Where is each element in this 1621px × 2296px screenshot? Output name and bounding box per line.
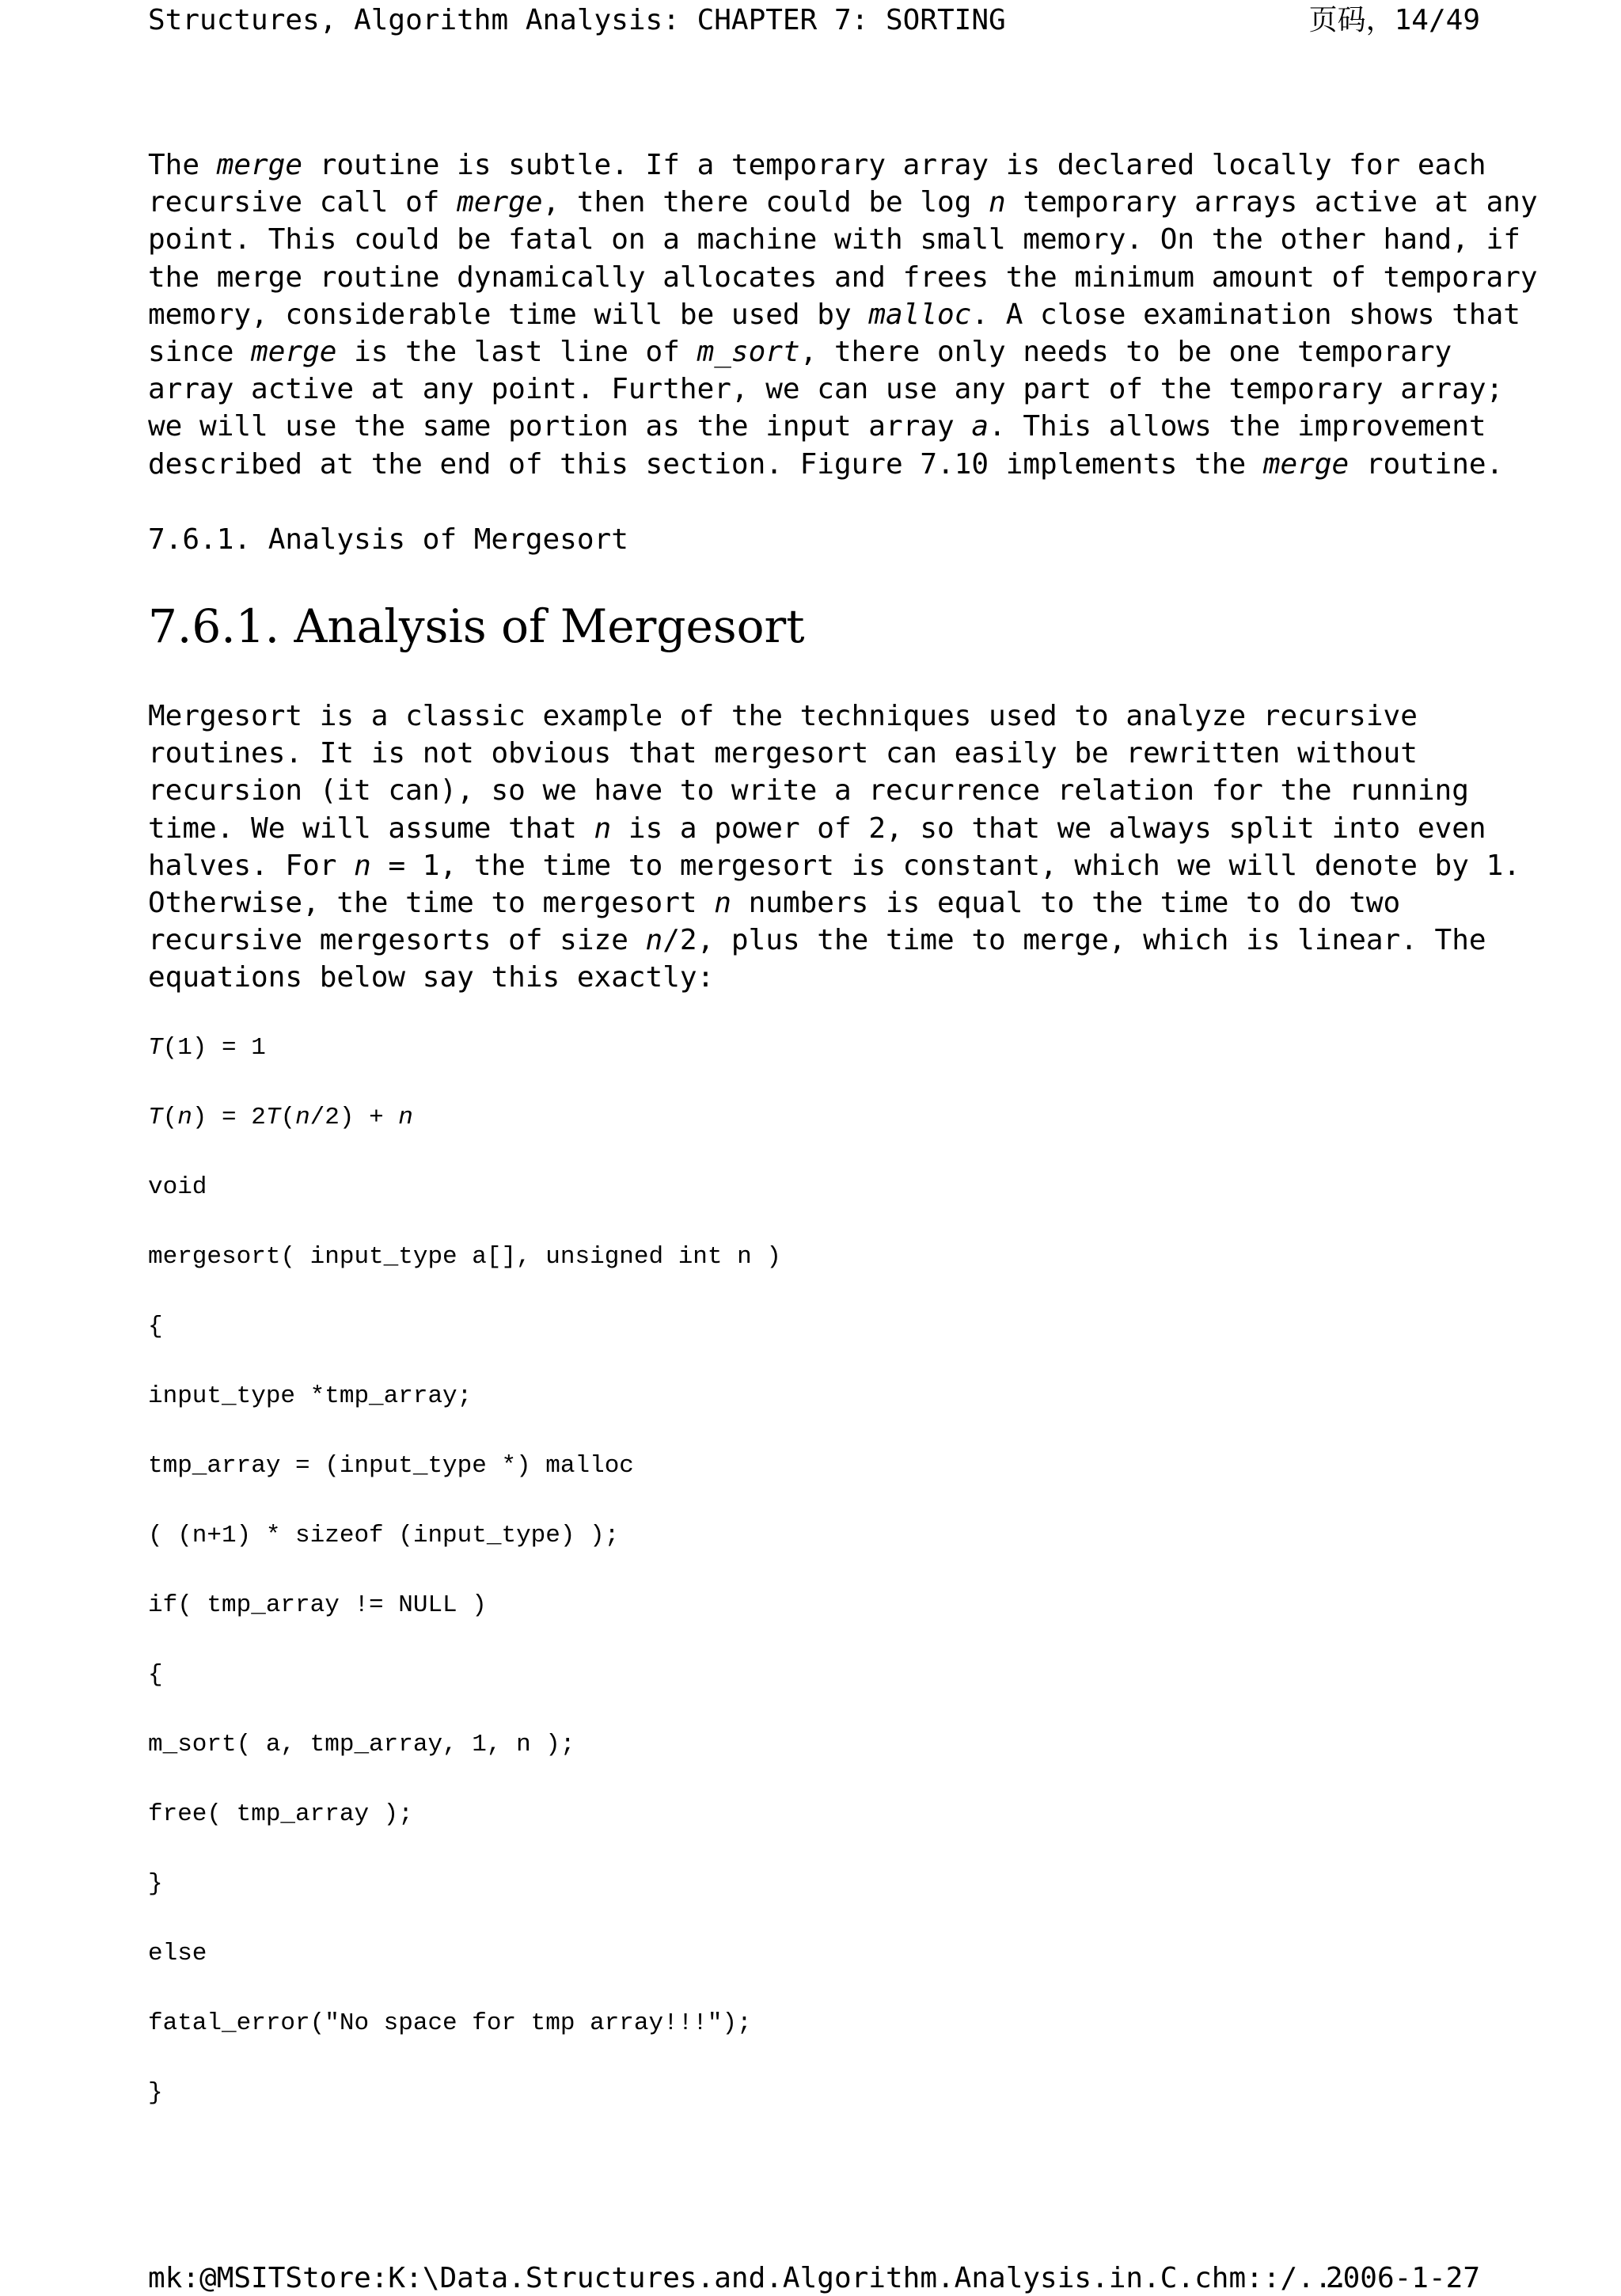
text-line: Mergesort is a classic example of the techniques used to analyze recursive (148, 700, 1418, 732)
text-line: recursion (it can), so we have to write a recurrence relation for the running (148, 774, 1469, 808)
code-line: } (148, 2079, 163, 2107)
text-line: array active at any point. Further, we can use any part of the temporary array; (148, 373, 1504, 406)
page-header-title: Structures, Algorithm Analysis: CHAPTER 7: SORTING (148, 4, 1006, 36)
text-line: equations below say this exactly: (148, 961, 715, 994)
page-number-label: 页码，14/49 (1308, 4, 1480, 36)
code-line: input_type *tmp_array; (148, 1382, 473, 1410)
text-line: recursive call of merge, then there could be log n temporary arrays active at any (148, 186, 1538, 219)
code-line: m_sort( a, tmp_array, 1, n ); (148, 1731, 575, 1758)
text-line: halves. For n = 1, the time to mergesort is constant, which we will denote by 1. (148, 849, 1520, 882)
text-line: the merge routine dynamically allocates and frees the minimum amount of temporary (148, 260, 1538, 294)
body-paragraph-merge-routine (148, 146, 1538, 483)
text-line: we will use the same portion as the input array a. This allows the improvement (148, 410, 1486, 443)
body-paragraph-mergesort-analysis (148, 698, 1520, 997)
code-line: void (148, 1173, 207, 1201)
text-line: time. We will assume that n is a power of 2, so that we always split into even (148, 812, 1486, 845)
code-line: free( tmp_array ); (148, 1800, 413, 1828)
code-line: { (148, 1661, 163, 1689)
section-label: 7.6.1. Analysis of Mergesort (148, 523, 628, 556)
code-line: { (148, 1313, 163, 1340)
equation-base-case: T(1) = 1 (148, 1034, 266, 1062)
code-line: mergesort( input_type a[], unsigned int n ) (148, 1243, 781, 1271)
footer-source-path: mk:@MSITStore:K:\Data.Structures.and.Algorithm.Analysis.in.C.chm::/... (148, 2262, 1350, 2294)
code-line: if( tmp_array != NULL ) (148, 1591, 487, 1619)
text-line: described at the end of this section. Figure 7.10 implements the merge routine. (148, 447, 1504, 481)
text-line: point. This could be fatal on a machine with small memory. On the other hand, if (148, 223, 1520, 257)
section-heading: 7.6.1. Analysis of Mergesort (148, 599, 805, 653)
text-line: since merge is the last line of m_sort, there only needs to be one temporary (148, 336, 1452, 369)
code-line: else (148, 1940, 207, 1967)
code-line: tmp_array = (input_type *) malloc (148, 1452, 634, 1480)
text-line: The merge routine is subtle. If a temporary array is declared locally for each (148, 149, 1486, 181)
code-line: fatal_error("No space for tmp array!!!"); (148, 2009, 752, 2037)
text-line: recursive mergesorts of size n/2, plus the time to merge, which is linear. The (148, 924, 1486, 957)
text-line: memory, considerable time will be used by malloc. A close examination shows that (148, 298, 1520, 331)
code-line: } (148, 1870, 163, 1898)
equation-recurrence: T(n) = 2T(n/2) + n (148, 1104, 413, 1131)
footer-date: 2006-1-27 (1325, 2262, 1480, 2294)
code-line: ( (n+1) * sizeof (input_type) ); (148, 1522, 620, 1549)
text-line: Otherwise, the time to mergesort n numbers is equal to the time to do two (148, 887, 1401, 920)
text-line: routines. It is not obvious that mergesort can easily be rewritten without (148, 737, 1418, 770)
